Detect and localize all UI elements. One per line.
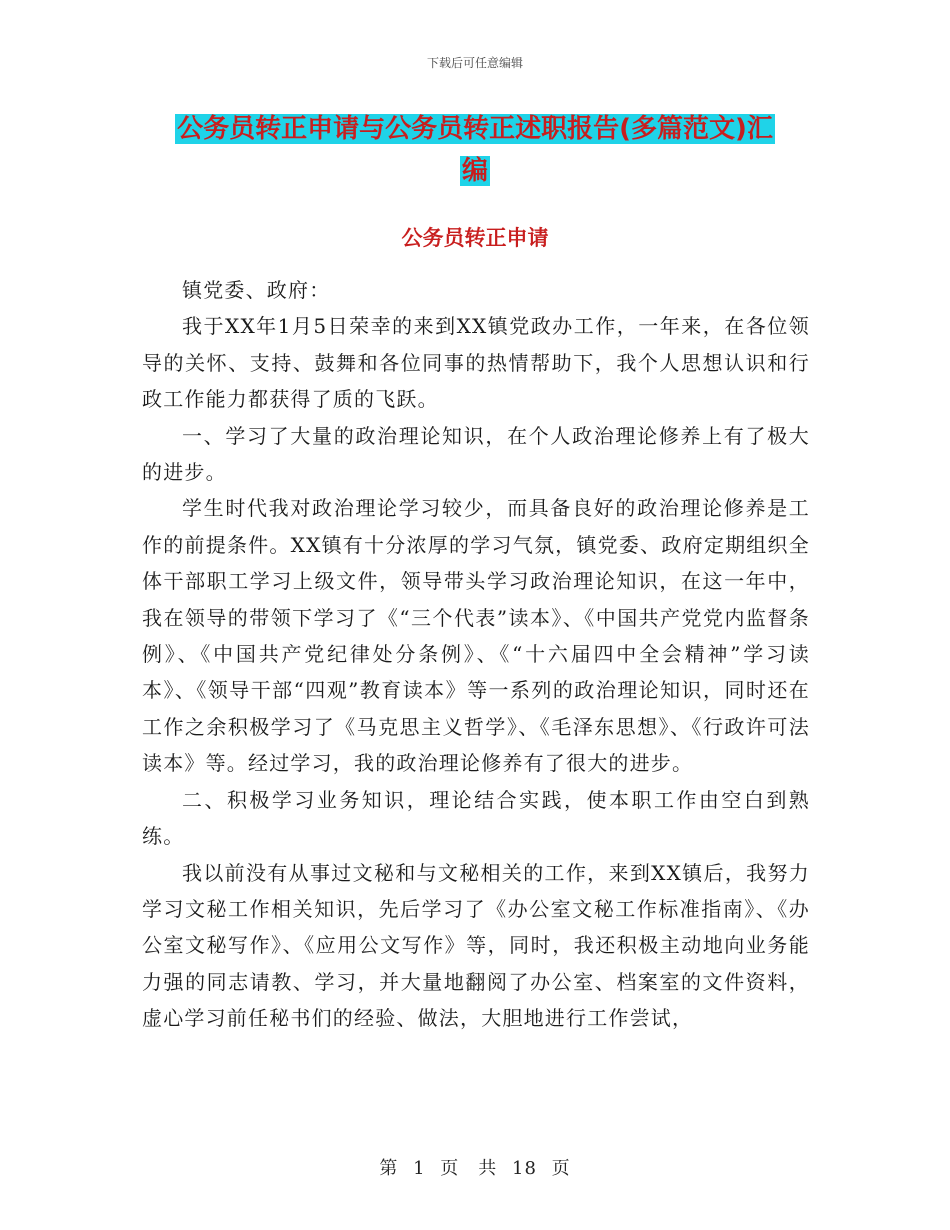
page-number: 1 (413, 1158, 426, 1179)
paragraph: 我于XX年1月5日荣幸的来到XX镇党政办工作，一年来，在各位领导的关怀、支持、鼓舞和各位同事的热情帮助下，我个人思想认识和行政工作能力都获得了质的飞跃。 (142, 314, 810, 412)
paragraph-salutation: 镇党委、政府： (182, 278, 331, 302)
paragraph-heading-1: 一、学习了大量的政治理论知识，在个人政治理论修养上有了极大的进步。 (142, 423, 810, 485)
document-title (140, 108, 810, 192)
body-text (142, 272, 810, 1037)
paragraph: 学生时代我对政治理论学习较少，而具备良好的政治理论修养是工作的前提条件。XX镇有十分浓厚的学习气氛，镇党委、政府定期组织全体干部职工学习上级文件，领导带头学习政治理论知识，在这一年中，我在领导的带领下学习了《“三个代表”读本》、《中国共产党党内监督条例》、《中国共产党纪律处分条例》、《“十六届四中全会精神”学习读本》、《领导干部“四观”教育读本》等一系列的政治理论知识，同时还在工作之余积极学习了《马克思主义哲学》、《毛泽东思想》、《行政许可法读本》等。经过学习，我的政治理论修养有了很大的进步。 (142, 496, 810, 776)
footer-label-page: 第 (379, 1158, 399, 1179)
page-footer (0, 1154, 950, 1180)
title-line-1: 公务员转正申请与公务员转正述职报告(多篇范文)汇 (177, 114, 773, 144)
footer-label-pages: 页 (551, 1158, 571, 1179)
paragraph-heading-2: 二、积极学习业务知识，理论结合实践，使本职工作由空白到熟练。 (142, 787, 810, 849)
paragraph: 我以前没有从事过文秘和与文秘相关的工作，来到XX镇后，我努力学习文秘工作相关知识，先后学习了《办公室文秘工作标准指南》、《办公室文秘写作》、《应用公文写作》等，同时，我还积极主动地向业务能力强的同志请教、学习，并大量地翻阅了办公室、档案室的文件资料，虚心学习前任秘书们的经验、做法，大胆地进行工作尝试， (142, 860, 810, 1031)
footer-label-of: 页 共 (440, 1158, 498, 1179)
section-title: 公务员转正申请 (401, 226, 549, 250)
title-line-2: 编 (461, 156, 488, 186)
total-pages: 18 (512, 1158, 537, 1179)
header-note: 下载后可任意编辑 (426, 56, 523, 70)
